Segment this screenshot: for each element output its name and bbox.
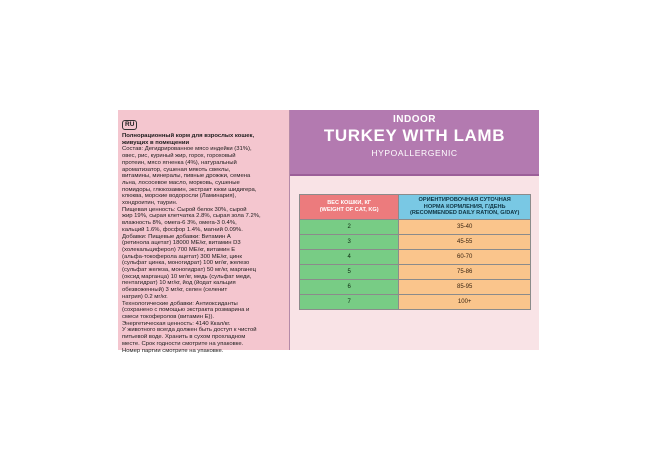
language-badge: RU [122, 120, 137, 130]
composition-line: жир 19%, сырая клетчатка 2.8%, сырая зола 7.2%, [122, 213, 261, 220]
table-row [300, 219, 531, 234]
ration-cell: 45-55 [399, 234, 531, 249]
composition-line: (альфа-токоферола ацетат) 300 МЕ/кг, цинк [122, 253, 242, 260]
product-line: INDOOR [393, 114, 436, 125]
weight-cell: 4 [300, 249, 399, 264]
header-weight-en: (WEIGHT OF CAT, KG) [319, 206, 379, 213]
weight-cell: 2 [300, 219, 399, 234]
composition-line: Номер партии смотрите на упаковке. [122, 347, 224, 354]
composition-line: (ретинола ацетат) 18000 МЕ/кг, витамин D3 [122, 240, 241, 247]
table-row [300, 264, 531, 279]
header-weight [300, 195, 399, 220]
composition-line: (сульфат железа, моногидрат) 50 мг/кг, марганец [122, 267, 256, 274]
composition-line: помидоры, глюкозамин, экстракт юкки шидигера, [122, 186, 257, 193]
feeding-table-header [300, 195, 531, 220]
ration-cell: 35-40 [399, 219, 531, 234]
composition-line: ароматизатор, сушеная мякоть свеклы, [122, 166, 231, 173]
table-row [300, 294, 531, 309]
composition-line: месте. Срок годности смотрите на упаковке. [122, 340, 244, 347]
composition-line: витамины, минералы, пивные дрожжи, семена [122, 173, 251, 180]
ration-cell: 100+ [399, 294, 531, 309]
table-row [300, 249, 531, 264]
composition-line: пентагидрат) 10 мг/кг, йод (йодат кальция [122, 280, 236, 287]
feeding-table [299, 194, 531, 310]
ration-cell: 75-86 [399, 264, 531, 279]
composition-line: (оксид марганца) 10 мг/кг, медь (сульфат меди, [122, 273, 252, 280]
product-label [118, 110, 539, 354]
ration-cell: 85-95 [399, 279, 531, 294]
composition-text [122, 133, 286, 354]
composition-line: (сохранено с помощью экстракта розмарина и [122, 307, 250, 314]
ration-cell: 60-70 [399, 249, 531, 264]
composition-line: льна, лососевое масло, морковь, сушеные [122, 179, 240, 186]
composition-line: натрия) 0.2 мг/кг. [122, 293, 168, 300]
product-subtitle: HYPOALLERGENIC [371, 148, 458, 158]
composition-line: протеин, мясо ягненка (4%), натуральный [122, 159, 237, 166]
composition-line: питьевой воде. Хранить в сухом прохладном [122, 334, 246, 341]
composition-line: Энергетическая ценность: 4140 Ккал/кг. [122, 320, 231, 327]
composition-line: (сульфат цинка, моногидрат) 100 мг/кг, железо [122, 260, 250, 267]
table-row [300, 279, 531, 294]
composition-line: живущих в помещении [122, 139, 190, 146]
weight-cell: 3 [300, 234, 399, 249]
composition-line: кальций 1.6%, фосфор 1.4%, магний 0.09%. [122, 226, 243, 233]
composition-line: Пищевая ценность: Сырой белок 30%, сырой [122, 206, 247, 213]
composition-line: смеси токоферолов (витамин Е)). [122, 313, 215, 320]
weight-cell: 5 [300, 264, 399, 279]
header-ration-ru-1: ОРИЕНТИРОВОЧНАЯ СУТОЧНАЯ [418, 197, 511, 203]
header-ration-ru-2: НОРМА КОРМЛЕНИЯ, Г/ДЕНЬ [423, 203, 506, 210]
composition-line: Добавки: Пищевые добавки: Витамин А [122, 233, 231, 240]
product-banner [290, 110, 539, 176]
composition-line: влажность 8%, омега-6 3%, омега-3 0.4%, [122, 220, 237, 227]
table-row [300, 234, 531, 249]
composition-line: Состав: Дегидрированное мясо индейки (31%), [122, 146, 252, 153]
composition-line: овес, рис, куриный жир, горох, гороховый [122, 153, 236, 160]
product-title: TURKEY WITH LAMB [323, 126, 506, 145]
composition-line: Технологические добавки: Антиоксиданты [122, 300, 238, 307]
weight-cell: 7 [300, 294, 399, 309]
header-ration-en: (RECOMMENDED DAILY RATION, G/DAY) [409, 210, 520, 217]
header-ration [399, 195, 531, 220]
composition-line: клюква, морские водоросли (Ламинария), [122, 193, 237, 200]
composition-line: У животного всегда должен быть доступ к чистой [122, 327, 257, 334]
composition-line: обезвоженный) 3 мг/кг, селен (селенит [122, 287, 228, 294]
feeding-panel [290, 110, 539, 350]
composition-line: (холекальциферол) 700 МЕ/кг, витамин Е [122, 246, 236, 253]
composition-panel [118, 110, 290, 354]
composition-line: Полнорационный корм для взрослых кошек, [122, 133, 255, 139]
weight-cell: 6 [300, 279, 399, 294]
composition-line: хондроитин, таурин. [122, 200, 178, 207]
header-weight-ru: ВЕС КОШКИ, КГ [327, 200, 372, 207]
